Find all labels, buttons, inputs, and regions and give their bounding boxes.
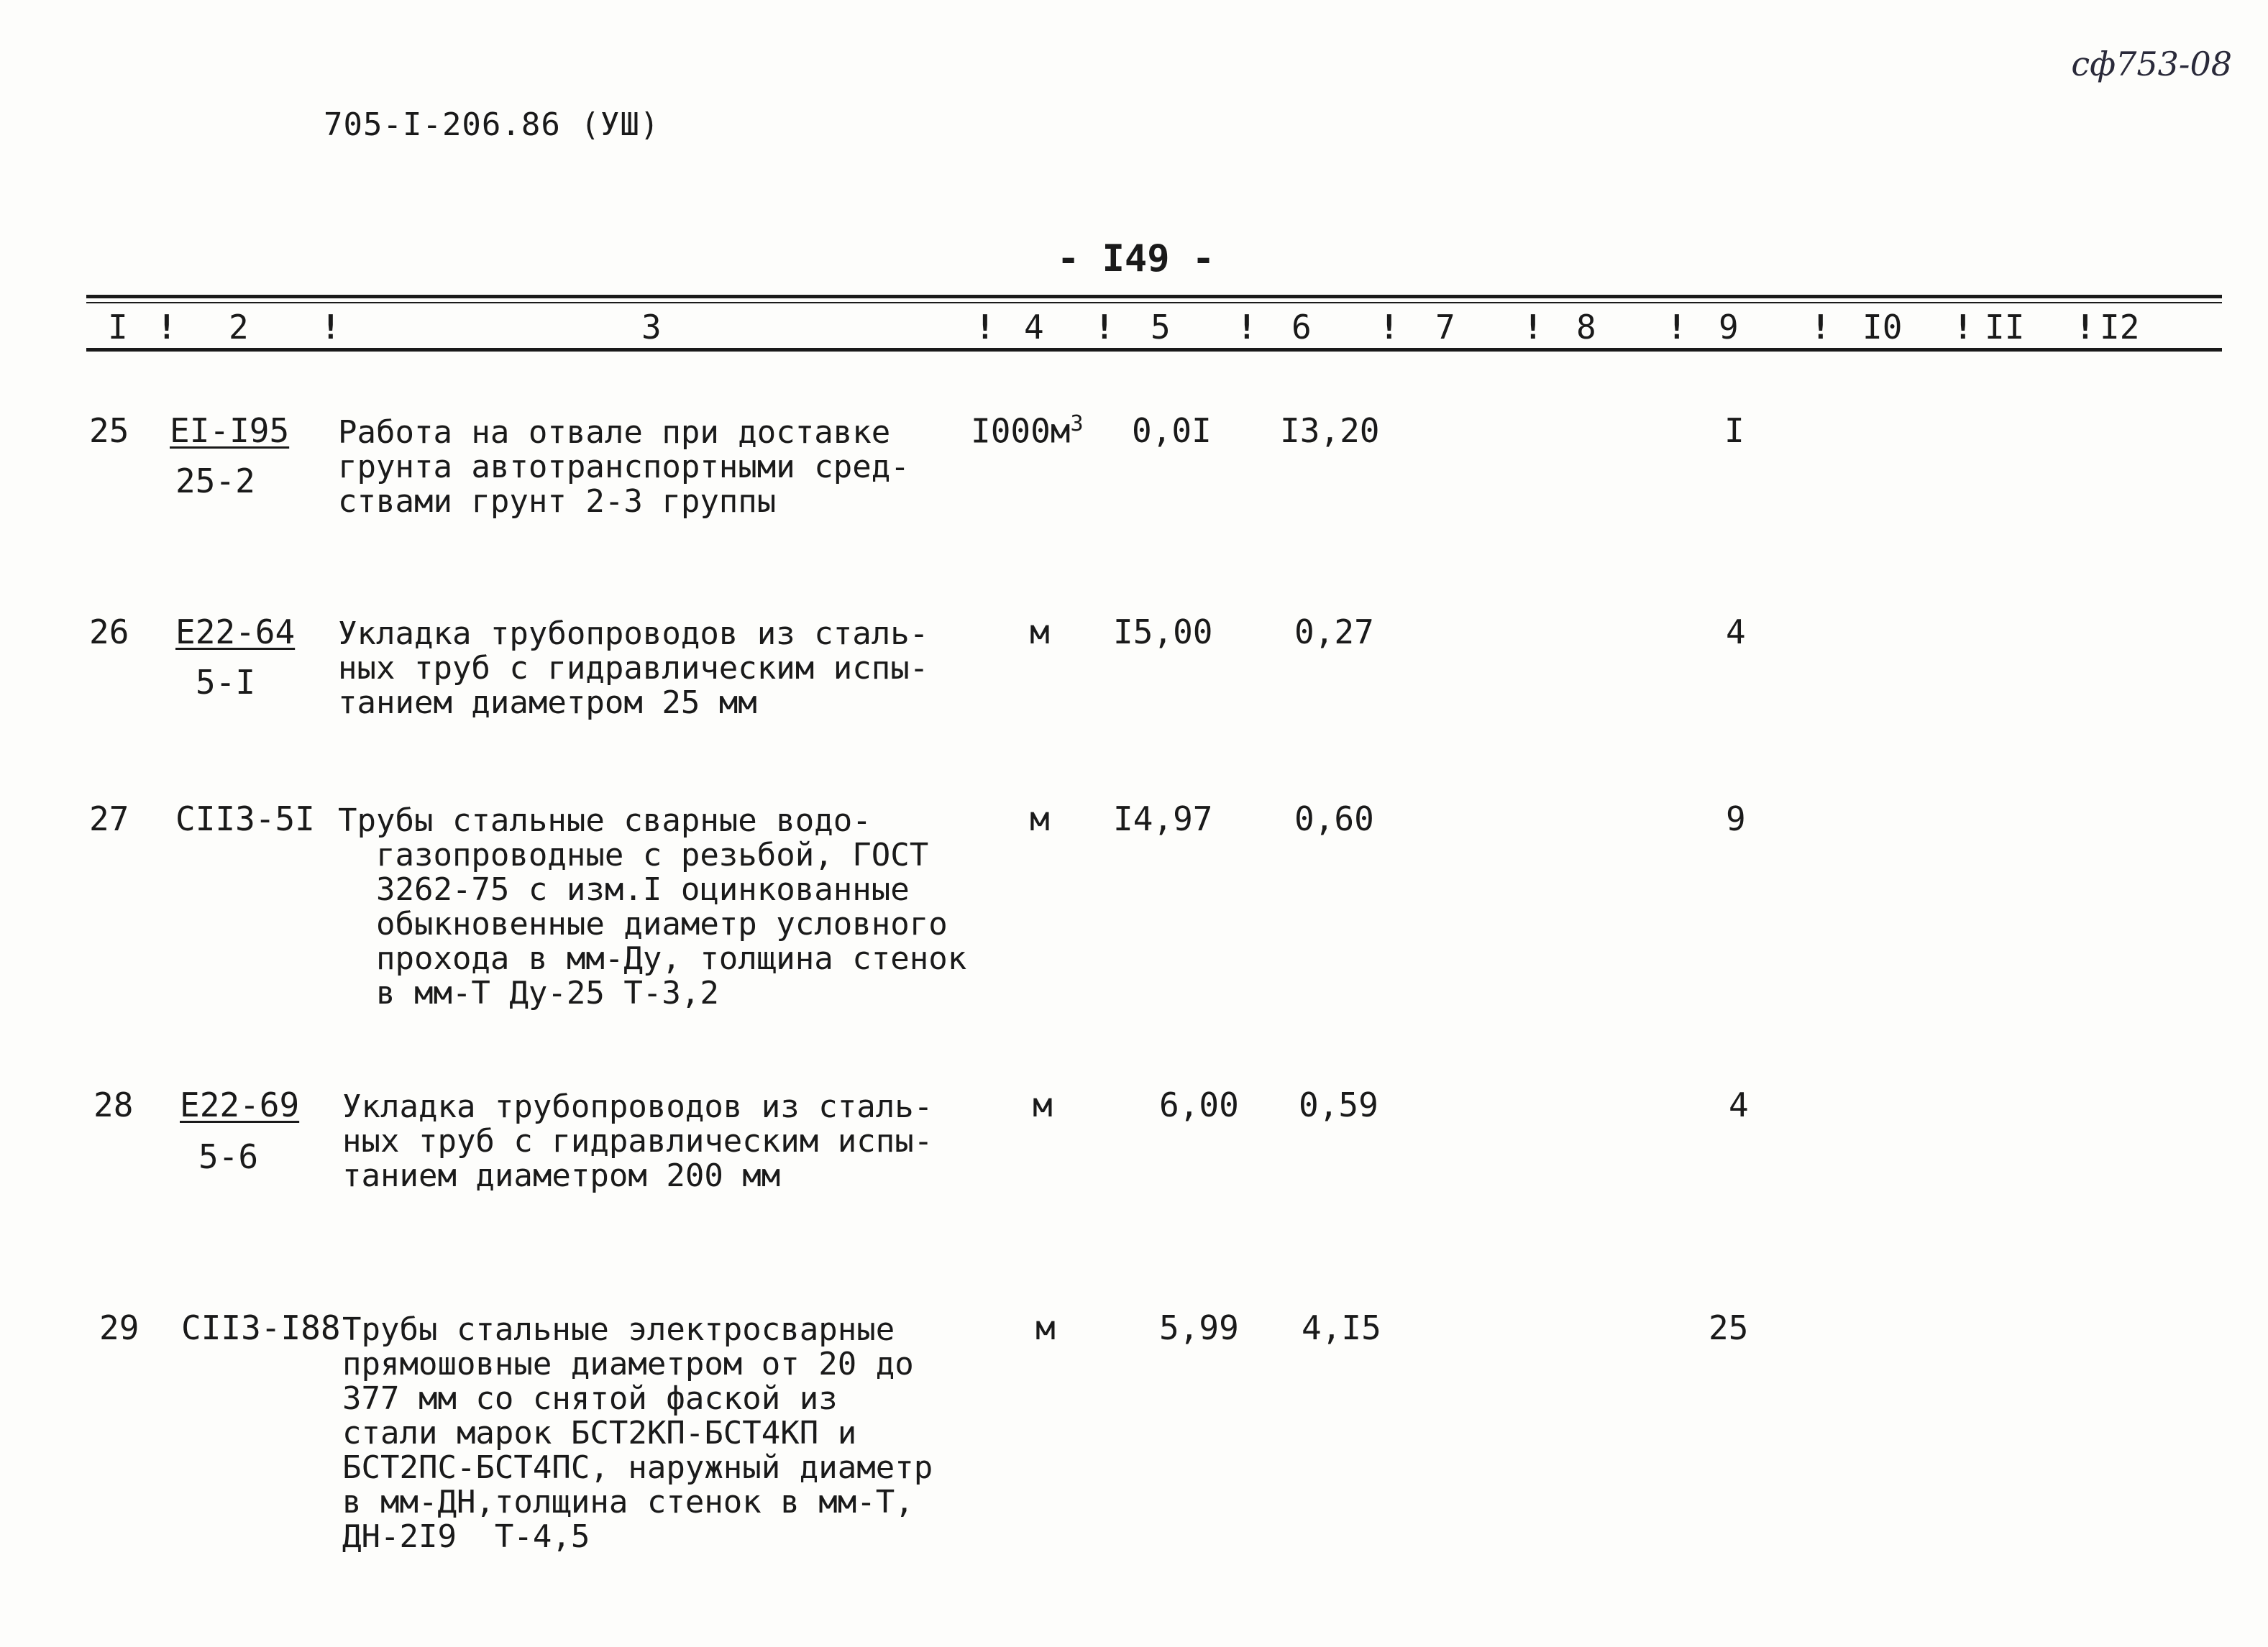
work-description: Укладка трубопроводов из сталь- ных труб с гидравлическим испы- танием диаметром 25 мм	[338, 615, 929, 721]
work-description: Трубы стальные сварные водо- газопроводные с резьбой, ГОСТ 3262-75 с изм.I оцинкованные обыкновенные диаметр условного прохода в мм-Ду, толщина стенок в мм-Т Ду-25 Т-3,2	[338, 802, 967, 1011]
row-number: 28	[93, 1086, 134, 1124]
column-header-10: I0	[1862, 308, 1903, 347]
row-number: 26	[89, 613, 129, 651]
column-separator: !	[2075, 308, 2095, 347]
column-separator: !	[1667, 308, 1687, 347]
column-9-value: 9	[1726, 799, 1746, 838]
column-header-9: 9	[1719, 308, 1739, 347]
table-top-rule	[86, 295, 2222, 298]
column-9-value: 4	[1726, 613, 1746, 651]
column-header-4: 4	[1024, 308, 1044, 347]
row-number: 29	[99, 1308, 140, 1347]
column-header-3: 3	[641, 308, 662, 347]
quantity: I5,00	[1113, 613, 1213, 651]
rate-code: E22-69	[180, 1086, 300, 1124]
column-9-value: 25	[1709, 1308, 1749, 1347]
page-number: - I49 -	[1057, 237, 1215, 280]
column-separator: !	[975, 308, 995, 347]
column-separator: !	[1379, 308, 1399, 347]
rate-code-sub: 25-2	[175, 462, 255, 500]
column-header-5: 5	[1151, 308, 1171, 347]
column-separator: !	[321, 308, 341, 347]
unit-of-measure: м	[1035, 1308, 1056, 1347]
column-header-2: 2	[229, 308, 249, 347]
unit-price: 0,60	[1294, 799, 1374, 838]
handwritten-note: сф753-08	[2071, 45, 2232, 83]
unit-price: 4,I5	[1302, 1308, 1381, 1347]
table-header-rule	[86, 348, 2222, 352]
column-header-1: I	[108, 308, 128, 347]
quantity: 0,0I	[1132, 411, 1212, 450]
rate-code-sub: 5-I	[196, 663, 256, 702]
unit-of-measure: м	[1033, 1086, 1053, 1124]
column-separator: !	[1237, 308, 1257, 347]
quantity: 5,99	[1159, 1308, 1239, 1347]
column-separator: !	[157, 308, 177, 347]
unit-of-measure: м	[1030, 799, 1050, 838]
column-header-7: 7	[1435, 308, 1455, 347]
quantity: I4,97	[1113, 799, 1213, 838]
column-separator: !	[1094, 308, 1115, 347]
column-header-8: 8	[1576, 308, 1596, 347]
rate-code: E22-64	[175, 613, 296, 651]
unit-price: 0,27	[1294, 613, 1374, 651]
row-number: 25	[89, 411, 129, 450]
unit-price: I3,20	[1280, 411, 1380, 450]
column-header-11: II	[1985, 308, 2025, 347]
table-top-rule-thin	[86, 302, 2222, 303]
column-separator: !	[1811, 308, 1831, 347]
work-description: Укладка трубопроводов из сталь- ных труб с гидравлическим испы- танием диаметром 200 мм	[342, 1088, 933, 1194]
rate-code-sub: 5-6	[198, 1137, 259, 1176]
quantity: 6,00	[1159, 1086, 1239, 1124]
column-header-6: 6	[1291, 308, 1312, 347]
column-9-value: I	[1724, 411, 1745, 450]
unit-of-measure: м	[1030, 613, 1050, 651]
unit-price: 0,59	[1299, 1086, 1378, 1124]
column-9-value: 4	[1729, 1086, 1749, 1124]
rate-code: CII3-5I	[175, 799, 315, 838]
work-description: Трубы стальные электросварные прямошовные диаметром от 20 до 377 мм со снятой фаской из стали марок БСТ2КП-БСТ4КП и БСТ2ПС-БСТ4ПС, наружный диаметр в мм-ДН,толщина стенок в мм-Т, ДН-2I9 Т-4,5	[342, 1311, 933, 1555]
unit-of-measure: $I000м^3$	[971, 411, 1084, 451]
column-header-12: I2	[2100, 308, 2140, 347]
column-separator: !	[1953, 308, 1973, 347]
rate-code: EI-I95	[170, 411, 290, 450]
row-number: 27	[89, 799, 129, 838]
column-separator: !	[1523, 308, 1543, 347]
rate-code: CII3-I88	[181, 1308, 341, 1347]
document-code: 705-I-206.86 (УШ)	[324, 106, 660, 143]
work-description: Работа на отвале при доставке грунта автотранспортными сред- ствами грунт 2-3 группы	[338, 414, 910, 520]
